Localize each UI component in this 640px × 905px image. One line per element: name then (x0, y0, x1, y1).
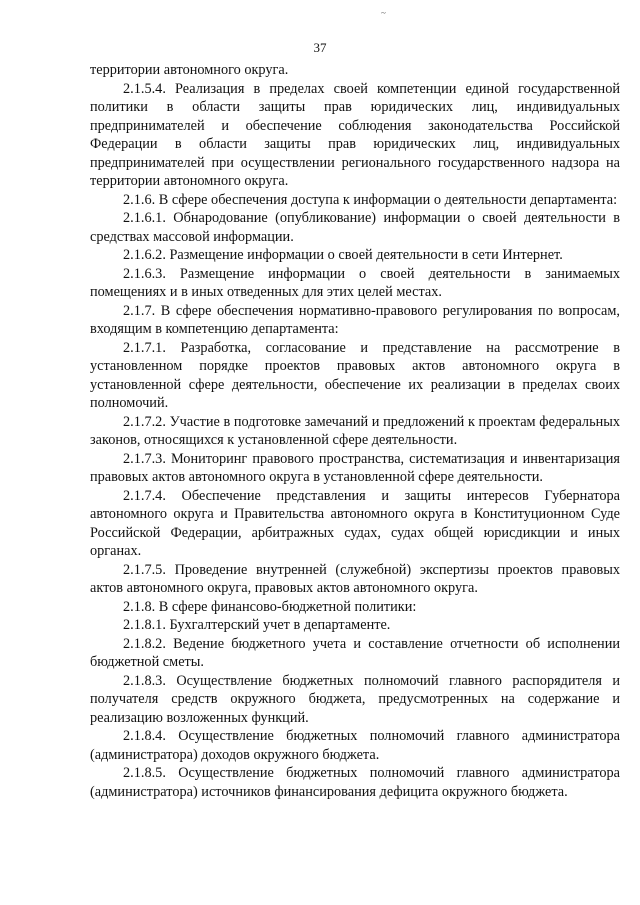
paragraph-2-1-8-1: 2.1.8.1. Бухгалтерский учет в департаменте. (123, 617, 391, 633)
paragraph-2-1-8-5: 2.1.8.5. Осуществление бюджетных полномочий главного администратора (администратора) источников финансирования дефицита окружного бюджета. (90, 765, 620, 800)
paragraph-2-1-6-3: 2.1.6.3. Размещение информации о своей деятельности в занимаемых помещениях и в иных отведенных для этих целей местах. (90, 265, 620, 300)
paragraph-2-1-8: 2.1.8. В сфере финансово-бюджетной политики: (123, 598, 417, 615)
paragraph-2-1-8-4: 2.1.8.4. Осуществление бюджетных полномочий главного администратора (администратора) доходов окружного бюджета. (90, 728, 620, 763)
paragraph-2-1-7: 2.1.7. В сфере обеспечения нормативно-правового регулирования по вопросам, входящим в компетенцию департамента: (90, 302, 620, 337)
paragraph: территории автономного округа. (90, 62, 289, 78)
scan-mark: ~ (381, 8, 387, 18)
paragraph-2-1-5-4: 2.1.5.4. Реализация в пределах своей компетенции единой государственной политики в области защиты прав юридических лиц, индивидуальных предпринимателей и обеспечение соблюдения законодательства Российской Федерации в области защиты прав юридических лиц, индивидуальных предпринимателей при осуществлении регионального государственного надзора на территории автономного округа. (90, 80, 620, 189)
paragraph-2-1-7-5: 2.1.7.5. Проведение внутренней (служебной) экспертизы проектов правовых актов автономного округа, правовых актов автономного округа. (90, 561, 620, 596)
paragraph-2-1-6-1: 2.1.6.1. Обнародование (опубликование) информации о своей деятельности в средствах массовой информации. (90, 210, 620, 245)
paragraph-2-1-7-1: 2.1.7.1. Разработка, согласование и представление на рассмотрение в установленном порядке проектов правовых актов автономного округа в установленной сфере деятельности, обеспечение их реализации в пределах своих полномочий. (90, 339, 620, 411)
paragraph-2-1-8-2: 2.1.8.2. Ведение бюджетного учета и составление отчетности об исполнении бюджетной сметы. (90, 635, 620, 670)
paragraph-2-1-7-4: 2.1.7.4. Обеспечение представления и защиты интересов Губернатора автономного округа и Правительства автономного округа в Конституционном Суде Российской Федерации, арбитражных судах, судах общей юрисдикции и иных органах. (90, 487, 620, 559)
document-body (90, 61, 620, 801)
paragraph-2-1-6: 2.1.6. В сфере обеспечения доступа к информации о деятельности департамента: (123, 191, 618, 208)
paragraph-2-1-8-3: 2.1.8.3. Осуществление бюджетных полномочий главного распорядителя и получателя средств окружного бюджета, предусмотренных на содержание и реализацию возложенных функций. (90, 672, 620, 726)
paragraph-2-1-7-2: 2.1.7.2. Участие в подготовке замечаний и предложений к проектам федеральных законов, относящихся к установленной сфере деятельности. (90, 413, 620, 448)
paragraph-2-1-7-3: 2.1.7.3. Мониторинг правового пространства, систематизация и инвентаризация правовых актов автономного округа в установленной сфере деятельности. (90, 450, 620, 485)
paragraph-2-1-6-2: 2.1.6.2. Размещение информации о своей деятельности в сети Интернет. (123, 247, 563, 263)
page-number: 37 (313, 40, 327, 55)
